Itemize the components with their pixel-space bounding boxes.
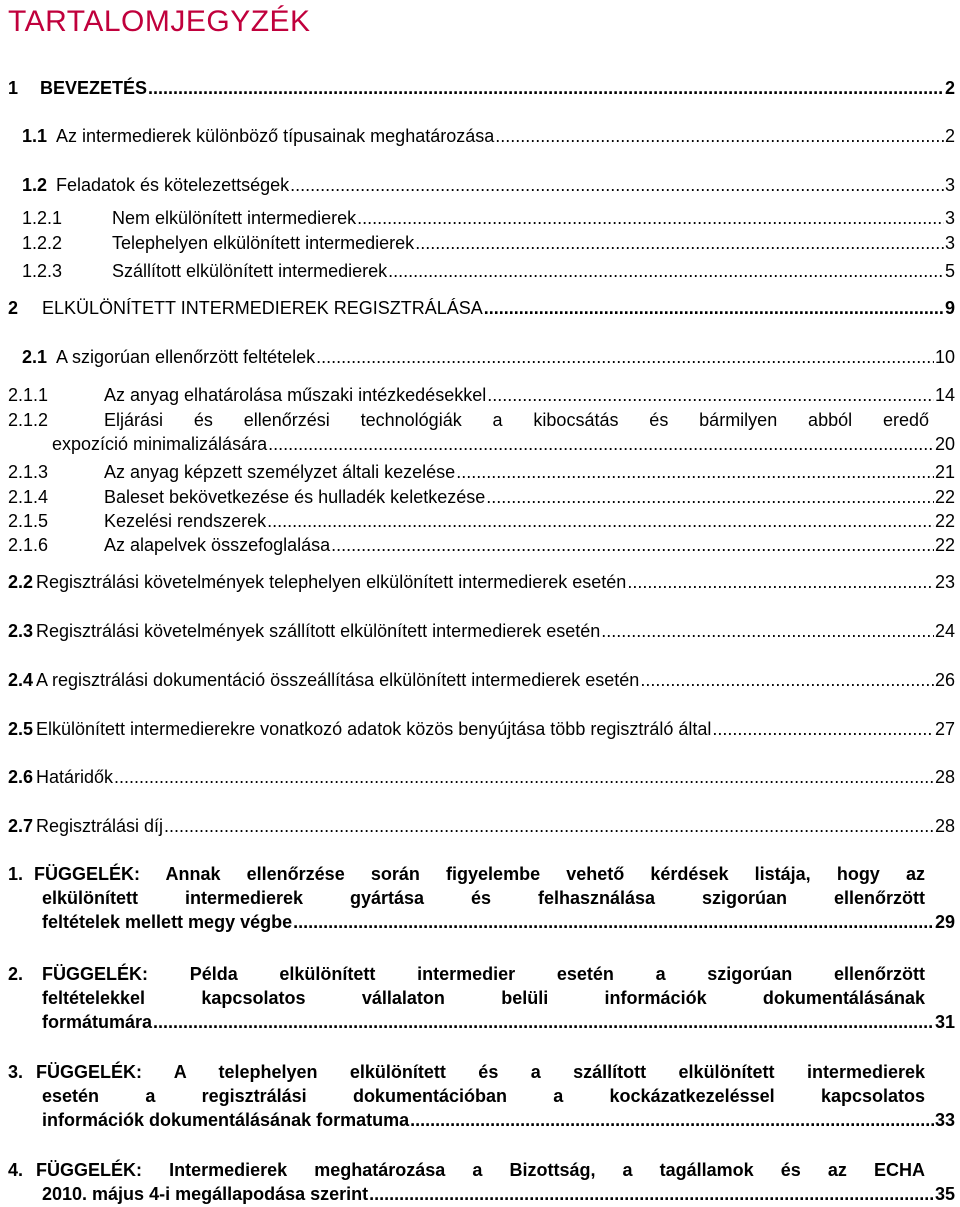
- toc-number: 2: [8, 298, 19, 318]
- toc-leader: [267, 509, 934, 533]
- toc-entry[interactable]: [8, 296, 955, 320]
- toc-leader: [487, 383, 934, 407]
- toc-title: Telephelyen elkülönített intermedierek: [112, 233, 415, 253]
- toc-number: 4.: [8, 1160, 24, 1180]
- toc-number: 1.1: [22, 126, 48, 146]
- toc-entry[interactable]: [22, 345, 955, 369]
- toc-title: Regisztrálási díj: [36, 816, 164, 836]
- toc-title-line2: elkülönített intermedierek gyártása és felhasználása szigorúan ellenőrzött: [42, 888, 925, 908]
- toc-title: Az alapelvek összefoglalása: [104, 535, 331, 555]
- toc-page: 3: [944, 175, 955, 195]
- toc-title: Regisztrálási követelmények telephelyen elkülönített intermedierek esetén: [36, 572, 627, 592]
- toc-entry[interactable]: [8, 668, 955, 692]
- toc-page: 24: [934, 621, 955, 641]
- toc-entry-appendix[interactable]: [8, 1158, 955, 1206]
- toc-entry[interactable]: [8, 460, 955, 484]
- toc-title: Baleset bekövetkezése és hulladék keletkezése: [104, 487, 486, 507]
- toc-title-line1: FÜGGELÉK: A telephelyen elkülönített és a szállított elkülönített intermedierek: [36, 1062, 925, 1082]
- toc-leader: [268, 432, 934, 456]
- toc-title: BEVEZETÉS: [40, 78, 148, 98]
- toc-number: 2.7: [8, 816, 34, 836]
- toc-leader: [388, 259, 944, 283]
- toc-leader: [164, 814, 934, 838]
- toc-entry[interactable]: [8, 533, 955, 557]
- toc-leader: [495, 124, 944, 148]
- toc-number: 1.: [8, 864, 24, 884]
- toc-page: 29: [934, 912, 955, 932]
- toc-leader: [293, 910, 934, 934]
- toc-leader: [640, 668, 934, 692]
- toc-page: 3: [944, 233, 955, 253]
- toc-leader: [601, 619, 934, 643]
- toc-title-line2: 2010. május 4-i megállapodása szerint: [42, 1184, 369, 1204]
- toc-number: 2.1.1: [8, 385, 49, 405]
- toc-title-line1: FÜGGELÉK: Intermedierek meghatározása a Bizottság, a tagállamok és az ECHA: [36, 1160, 925, 1180]
- toc-entry[interactable]: [8, 485, 955, 509]
- toc-leader: [331, 533, 934, 557]
- toc-entry[interactable]: [22, 231, 955, 255]
- toc-number: 3.: [8, 1062, 24, 1082]
- toc-page: 14: [934, 385, 955, 405]
- toc-title: Szállított elkülönített intermedierek: [112, 261, 388, 281]
- toc-leader: [486, 485, 934, 509]
- toc-title: A szigorúan ellenőrzött feltételek: [56, 347, 316, 367]
- toc-title: Az anyag képzett személyzet általi kezelése: [104, 462, 456, 482]
- toc-entry[interactable]: [22, 206, 955, 230]
- toc-title: Regisztrálási követelmények szállított elkülönített intermedierek esetén: [36, 621, 601, 641]
- toc-title: Feladatok és kötelezettségek: [56, 175, 290, 195]
- toc-leader: [153, 1010, 934, 1034]
- toc-page: 22: [934, 487, 955, 507]
- toc-title: Határidők: [36, 767, 114, 787]
- toc-title-line1: FÜGGELÉK: Példa elkülönített intermedier esetén a szigorúan ellenőrzött: [42, 964, 925, 984]
- toc-leader: [627, 570, 934, 594]
- toc-title-line3: információk dokumentálásának formatuma: [42, 1110, 410, 1130]
- toc-page: 3: [944, 208, 955, 228]
- toc-number: 1: [8, 78, 19, 98]
- toc-title: ELKÜLÖNÍTETT INTERMEDIEREK REGISZTRÁLÁSA: [42, 298, 483, 318]
- toc-leader: [712, 717, 934, 741]
- toc-number: 2.: [8, 964, 24, 984]
- toc-number: 2.6: [8, 767, 34, 787]
- toc-title: Nem elkülönített intermedierek: [112, 208, 357, 228]
- toc-leader: [369, 1182, 934, 1206]
- toc-number: 2.1.4: [8, 487, 49, 507]
- toc-leader: [484, 296, 944, 320]
- toc-page: 31: [934, 1012, 955, 1032]
- toc-entry[interactable]: [22, 124, 955, 148]
- toc-number: 2.1.6: [8, 535, 49, 555]
- toc-entry-appendix[interactable]: [8, 962, 955, 1034]
- toc-page: 9: [944, 298, 955, 318]
- toc-entry-appendix[interactable]: [8, 1060, 955, 1132]
- toc-leader: [290, 173, 944, 197]
- toc-page: 26: [934, 670, 955, 690]
- toc-title-line2: expozíció minimalizálására: [52, 434, 268, 454]
- toc-number: 2.1: [22, 347, 48, 367]
- toc-number: 2.3: [8, 621, 34, 641]
- toc-leader: [357, 206, 944, 230]
- toc-title-line1: FÜGGELÉK: Annak ellenőrzése során figyelembe vehető kérdések listája, hogy az: [34, 864, 925, 884]
- page-title: TARTALOMJEGYZÉK: [8, 5, 311, 38]
- toc-entry[interactable]: [8, 509, 955, 533]
- toc-entry[interactable]: [8, 814, 955, 838]
- toc-number: 1.2: [22, 175, 48, 195]
- toc-leader: [415, 231, 944, 255]
- toc-number: 1.2.1: [22, 208, 63, 228]
- toc-number: 2.1.5: [8, 511, 49, 531]
- toc-page: 21: [934, 462, 955, 482]
- toc-title-line3: formátumára: [42, 1012, 153, 1032]
- toc-title: Az intermedierek különböző típusainak meghatározása: [56, 126, 495, 146]
- toc-page: 5: [944, 261, 955, 281]
- toc-entry[interactable]: [8, 408, 955, 456]
- toc-page: 2: [944, 78, 955, 98]
- toc-page: 35: [934, 1184, 955, 1204]
- toc-entry[interactable]: [8, 76, 955, 100]
- toc-number: 1.2.3: [22, 261, 63, 281]
- toc-leader: [114, 765, 934, 789]
- toc-page: 23: [934, 572, 955, 592]
- toc-number: 2.4: [8, 670, 34, 690]
- toc-number: 2.1.2: [8, 410, 49, 430]
- toc-number: 2.5: [8, 719, 34, 739]
- toc-leader: [410, 1108, 934, 1132]
- toc-entry[interactable]: [8, 383, 955, 407]
- toc-title: Az anyag elhatárolása műszaki intézkedésekkel: [104, 385, 487, 405]
- toc-page: 33: [934, 1110, 955, 1130]
- toc-leader: [148, 76, 944, 100]
- toc-number: 1.2.2: [22, 233, 63, 253]
- toc-title-line3: feltételek mellett megy végbe: [42, 912, 293, 932]
- toc-entry[interactable]: [8, 570, 955, 594]
- toc-page: 20: [934, 434, 955, 454]
- toc-page: 28: [934, 816, 955, 836]
- toc-number: 2.2: [8, 572, 34, 592]
- toc-title-line2: esetén a regisztrálási dokumentációban a kockázatkezeléssel kapcsolatos: [42, 1086, 925, 1106]
- toc-entry[interactable]: [22, 173, 955, 197]
- toc-title-line1: Eljárási és ellenőrzési technológiák a kibocsátás és bármilyen abból eredő: [104, 410, 929, 430]
- toc-title-line2: feltételekkel kapcsolatos vállalaton belüli információk dokumentálásának: [42, 988, 925, 1008]
- toc-page: 27: [934, 719, 955, 739]
- toc-entry[interactable]: [8, 717, 955, 741]
- toc-page: 2: [944, 126, 955, 146]
- toc-entry[interactable]: [22, 259, 955, 283]
- toc-page: 22: [934, 511, 955, 531]
- toc-title: Elkülönített intermedierekre vonatkozó adatok közös benyújtása több regisztráló által: [36, 719, 712, 739]
- toc-page: 28: [934, 767, 955, 787]
- toc-page: 10: [934, 347, 955, 367]
- toc-number: 2.1.3: [8, 462, 49, 482]
- toc-title: Kezelési rendszerek: [104, 511, 267, 531]
- toc-page: 22: [934, 535, 955, 555]
- toc-entry[interactable]: [8, 765, 955, 789]
- toc-entry-appendix[interactable]: [8, 862, 955, 934]
- toc-leader: [316, 345, 934, 369]
- toc-entry[interactable]: [8, 619, 955, 643]
- toc-leader: [456, 460, 934, 484]
- toc-title: A regisztrálási dokumentáció összeállítása elkülönített intermedierek esetén: [36, 670, 640, 690]
